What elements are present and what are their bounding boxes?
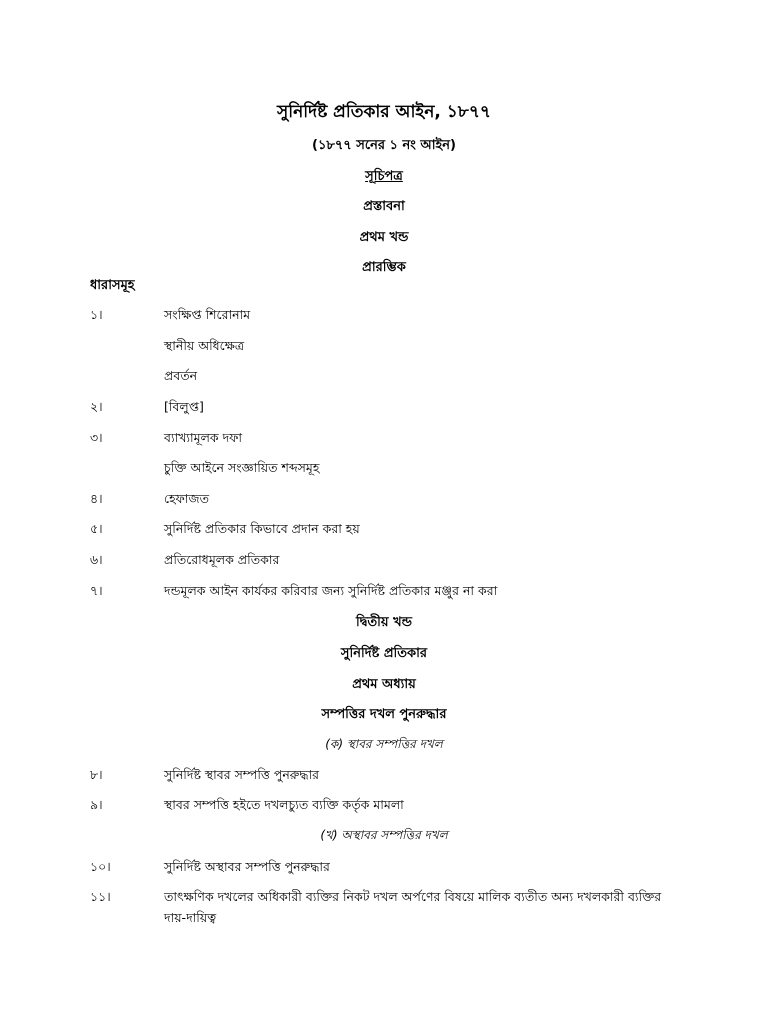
section-number: ৮। <box>90 767 103 782</box>
chapter-heading: প্রথম অধ্যায় <box>352 677 416 692</box>
section-number: ৭। <box>90 583 103 598</box>
section-number: ১১। <box>90 889 111 904</box>
section-title: স্থাবর সম্পত্তি হইতে দখলচ্যুত ব্যক্তি কর্তৃক মামলা <box>164 797 404 812</box>
subsection-b-heading: (খ) অস্থাবর সম্পত্তির দখল <box>320 828 448 842</box>
part-two-heading: দ্বিতীয় খন্ড <box>355 615 413 630</box>
document-title: সুনির্দিষ্ট প্রতিকার আইন, ১৮৭৭ <box>277 102 491 122</box>
section-title: সুনির্দিষ্ট স্থাবর সম্পত্তি পুনরুদ্ধার <box>164 767 320 782</box>
section-number: ৯। <box>90 797 103 812</box>
section-title: স্থানীয় অধিক্ষেত্র <box>164 338 245 353</box>
section-number: ৬। <box>90 552 103 567</box>
preliminary-heading: প্রারম্ভিক <box>362 260 406 275</box>
section-title: দন্ডমূলক আইন কার্যকর করিবার জন্য সুনির্দিষ্ট প্রতিকার মঞ্জুর না করা <box>164 583 498 598</box>
contents-heading: সূচিপত্র <box>365 169 403 184</box>
section-title: সুনির্দিষ্ট প্রতিকার কিভাবে প্রদান করা হয় <box>164 521 360 536</box>
sections-heading: ধারাসমূহ <box>90 278 135 293</box>
section-number: ১। <box>90 307 103 322</box>
section-title: [বিলুপ্ত] <box>164 399 204 414</box>
section-title: প্রবর্তন <box>164 368 198 383</box>
section-title: হেফাজত <box>164 491 209 506</box>
act-number: (১৮৭৭ সনের ১ নং আইন) <box>312 138 456 153</box>
part-one-heading: প্রথম খন্ড <box>359 230 409 245</box>
section-title: ব্যাখ্যামূলক দফা <box>164 430 242 445</box>
section-title: সংক্ষিপ্ত শিরোনাম <box>164 307 251 322</box>
preamble-heading: প্রস্তাবনা <box>363 199 405 214</box>
section-number: ৫। <box>90 521 103 536</box>
section-number: ২। <box>90 399 103 414</box>
subsection-a-heading: (ক) স্থাবর সম্পত্তির দখল <box>325 737 443 751</box>
section-number: ৪। <box>90 491 103 506</box>
chapter-title: সম্পত্তির দখল পুনরুদ্ধার <box>321 707 447 722</box>
section-number: ৩। <box>90 430 103 445</box>
section-title: চুক্তি আইনে সংজ্ঞায়িত শব্দসমূহ <box>164 460 320 475</box>
section-number: ১০। <box>90 859 111 874</box>
section-title: সুনির্দিষ্ট অস্থাবর সম্পত্তি পুনরুদ্ধার <box>164 859 330 874</box>
section-title: প্রতিরোধমূলক প্রতিকার <box>164 552 280 567</box>
section-title: তাৎক্ষণিক দখলের অধিকারী ব্যক্তির নিকট দখল অর্পণের বিষয়ে মালিক ব্যতীত অন্য দখলকারী ব্যক্তির দায়-দায়িত্ব <box>164 889 662 925</box>
part-two-subject: সুনির্দিষ্ট প্রতিকার <box>340 646 428 661</box>
